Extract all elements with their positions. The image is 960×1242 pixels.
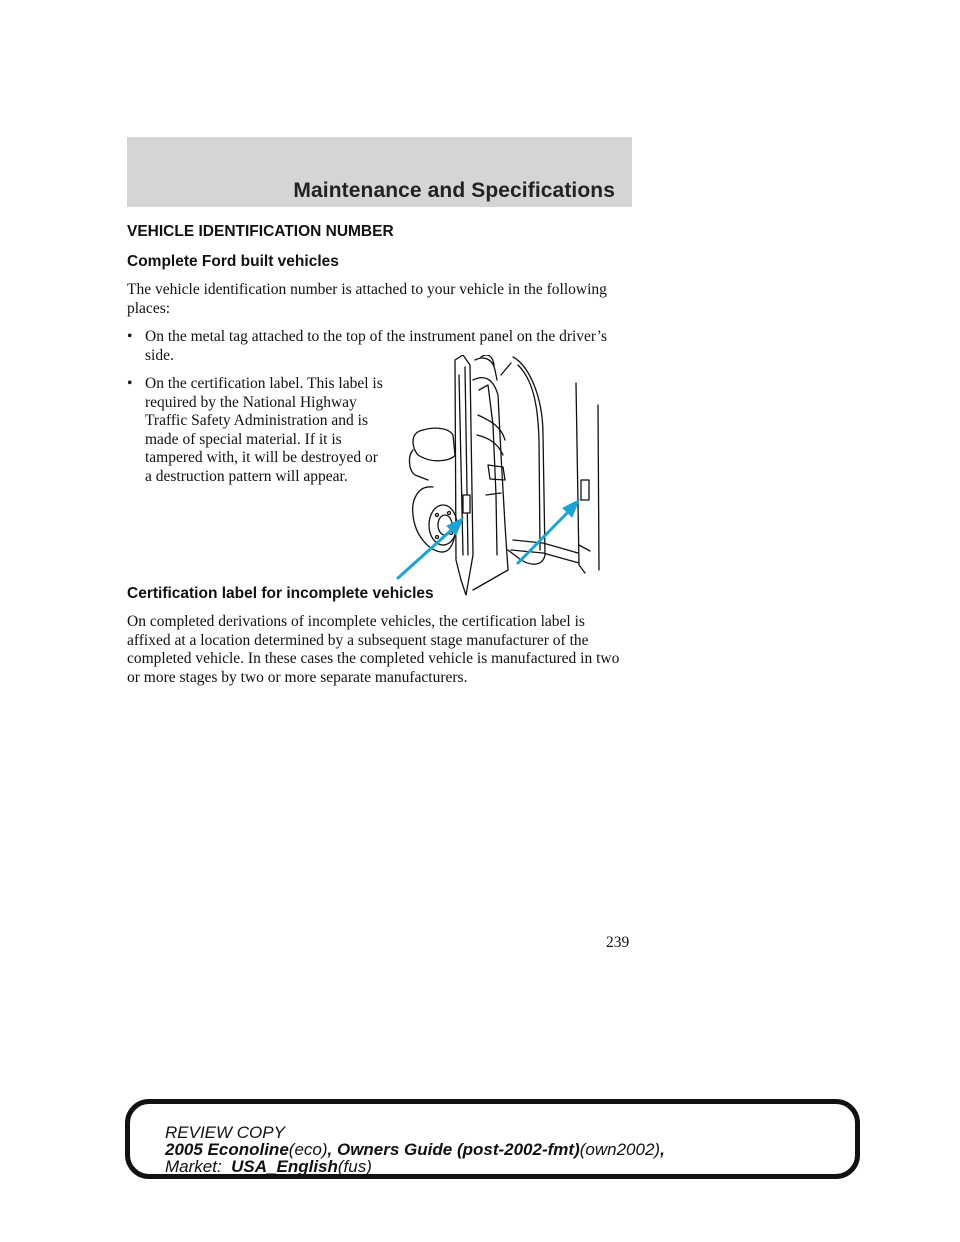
subheading-incomplete-vehicles: Certification label for incomplete vehicles: [127, 585, 434, 602]
page-number: 239: [606, 934, 630, 951]
footer-text: [165, 1124, 665, 1175]
bullet-text: On the certification label. This label is required by the National Highway Traffic Safety Administration and is made of special material. If it is tampered with, it will be destroyed or a destruction pattern will appear.: [145, 375, 383, 485]
callout-arrow-door-label: [398, 525, 457, 578]
footer-market-line: Market: USA_English(fus): [165, 1157, 372, 1176]
footer-review-label: REVIEW COPY: [165, 1123, 285, 1142]
incomplete-vehicles-paragraph: On completed derivations of incomplete vehicles, the certification label is affixed at a location determined by a subsequent stage manufacturer of the completed vehicle. In these cases the completed vehicle is manufactured in two or more stages by two or more separate manufacturers.: [127, 613, 620, 686]
bullet-text: On the metal tag attached to the top of the instrument panel on the driver’s side.: [145, 328, 607, 364]
section-header-band: [127, 137, 632, 207]
intro-paragraph: The vehicle identification number is attached to your vehicle in the following places:: [127, 281, 607, 317]
bullet-item-certification-label: [127, 375, 385, 486]
footer-model-line: 2005 Econoline(eco), Owners Guide (post-2002-fmt)(own2002),: [165, 1140, 665, 1159]
section-heading-vin: VEHICLE IDENTIFICATION NUMBER: [127, 223, 394, 240]
bullet-marker: •: [127, 375, 133, 392]
van-door-icon: [393, 355, 608, 600]
bullet-marker: •: [127, 328, 133, 345]
subheading-ford-built: Complete Ford built vehicles: [127, 253, 339, 270]
door-certification-label-illustration: [393, 355, 608, 600]
section-title: Maintenance and Specifications: [293, 179, 615, 202]
